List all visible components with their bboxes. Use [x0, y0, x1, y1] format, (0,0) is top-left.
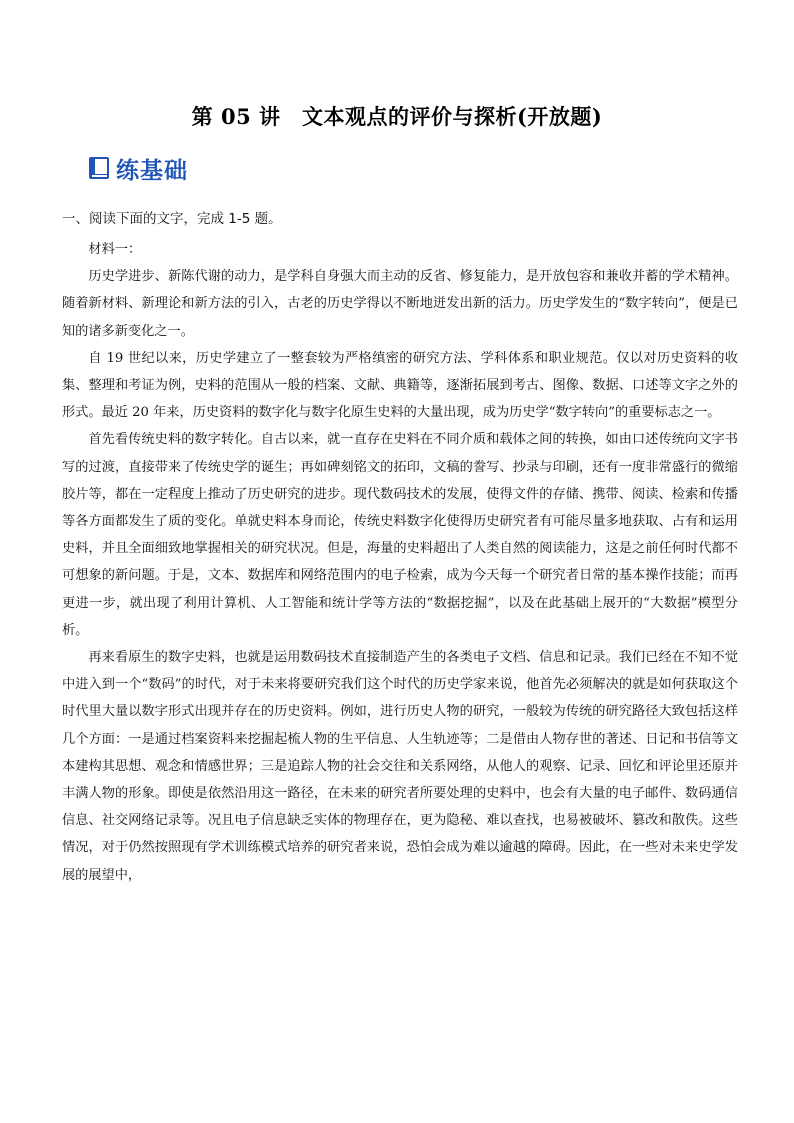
question-intro: 一、阅读下面的文字，完成 1-5 题。: [62, 211, 282, 227]
material-label: 材料一：: [88, 242, 142, 257]
page-title: 第 05 讲 文本观点的评价与探析(开放题): [191, 104, 603, 129]
reading-passage: [62, 236, 738, 889]
section-label: 练基础: [116, 157, 188, 184]
paragraph: 首先看传统史料的数字转化。自古以来，就一直存在史料在不同介质和载体之间的转换，如由口述传统向文字书写的过渡，直接带来了传统史学的诞生；再如碑刻铭文的拓印，文稿的誊写、抄录与印刷，还有一度非常盛行的微缩胶片等，都在一定程度上推动了历史研究的进步。现代数码技术的发展，使得文件的存储、携带、阅读、检索和传播等各方面都发生了质的变化。单就史料本身而论，传统史料数字化使得历史研究者有可能尽量多地获取、占有和运用史料，并且全面细致地掌握相关的研究状况。但是，海量的史料超出了人类自然的阅读能力，这是之前任何时代都不可想象的新问题。于是，文本、数据库和网络范围内的电子检索，成为今天每一个研究者日常的基本操作技能；而再更进一步，就出现了利用计算机、人工智能和统计学等方法的“数据挖掘”，以及在此基础上展开的“大数据”模型分析。: [62, 432, 738, 638]
paragraph: 再来看原生的数字史料，也就是运用数码技术直接制造产生的各类电子文档、信息和记录。我们已经在不知不觉中进入到一个“数码”的时代，对于未来将要研究我们这个时代的历史学家来说，他首先必须解决的就是如何获取这个时代里大量以数字形式出现并存在的历史资料。例如，进行历史人物的研究，一般较为传统的研究路径大致包括这样几个方面：一是通过档案资料来挖掘起梳人物的生平信息、人生轨迹等；二是借由人物存世的著述、日记和书信等文本建构其思想、观念和情感世界；三是追踪人物的社会交往和关系网络，从他人的观察、记录、回忆和评论里还原并丰满人物的形象。即使是依然沿用这一路径，在未来的研究者所要处理的史料中，也会有大量的电子邮件、数码通信信息、社交网络记录等。况且电子信息缺乏实体的物理存在，更为隐秘、难以查找，也易被破坏、篡改和散佚。这些情况，对于仍然按照现有学术训练模式培养的研究者来说，恐怕会成为难以逾越的障碍。因此，在一些对未来史学发展的展望中，: [62, 650, 738, 883]
book-icon: [88, 156, 110, 180]
paragraph: 历史学进步、新陈代谢的动力，是学科自身强大而主动的反省、修复能力，是开放包容和兼收并蓄的学术精神。随着新材料、新理论和新方法的引入，古老的历史学得以不断地迸发出新的活力。历史学发生的“数字转向”，便是已知的诸多新变化之一。: [62, 269, 738, 339]
section-heading: [88, 151, 188, 185]
paragraph: 自 19 世纪以来，历史学建立了一整套较为严格缜密的研究方法、学科体系和职业规范。仅以对历史资料的收集、整理和考证为例，史料的范围从一般的档案、文献、典籍等，逐渐拓展到考古、图像、数据、口述等文字之外的形式。最近 20 年来，历史资料的数字化与数字化原生史料的大量出现，成为历史学“数字转向”的重要标志之一。: [62, 350, 738, 421]
